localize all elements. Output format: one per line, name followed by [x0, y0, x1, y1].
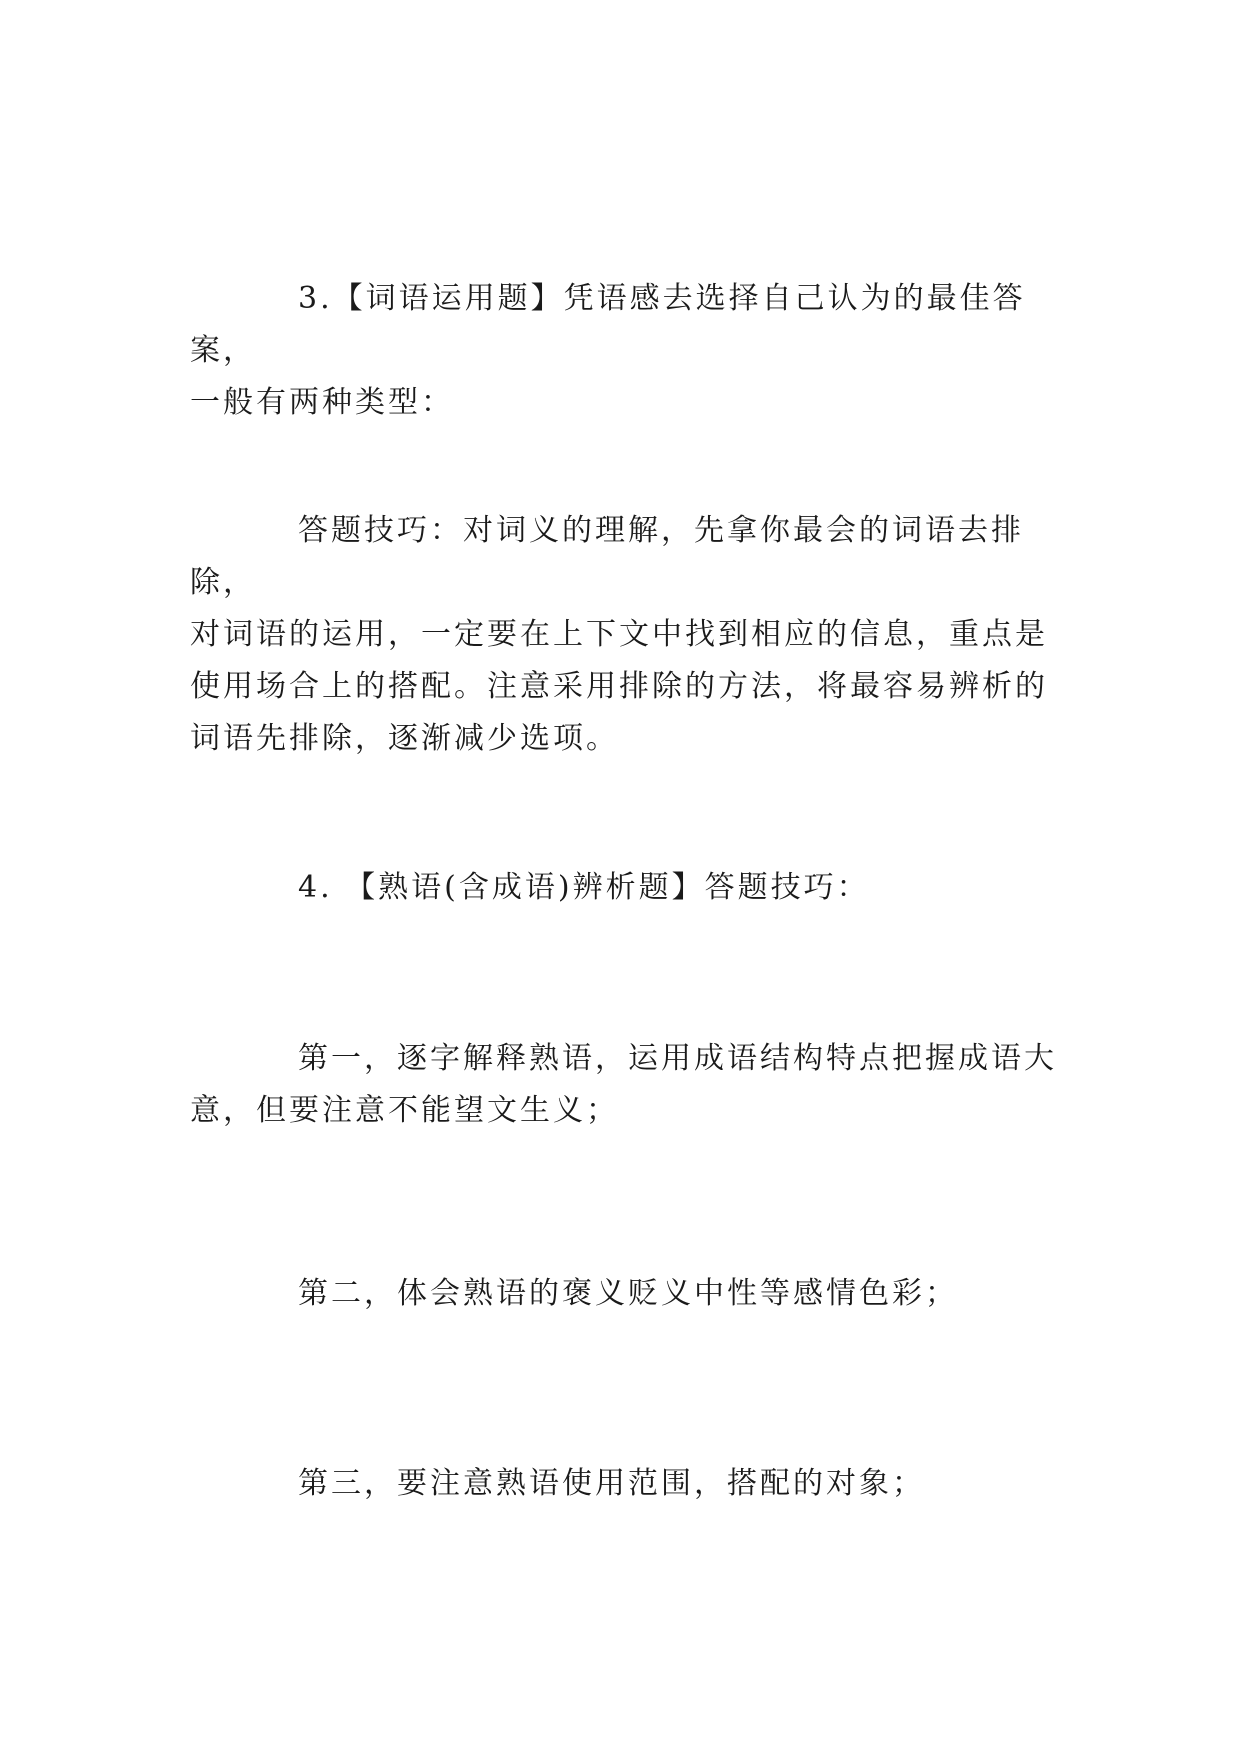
paragraph-idiom-question-heading — [190, 862, 1070, 914]
paragraph-line: 使用场合上的搭配。注意采用排除的方法，将最容易辨析的 — [190, 669, 1048, 704]
paragraph-line: 意，但要注意不能望文生义； — [190, 1093, 619, 1128]
paragraph-line: 词语先排除，逐渐减少选项。 — [190, 721, 619, 756]
paragraph-line: 对词语的运用，一定要在上下文中找到相应的信息，重点是 — [190, 617, 1048, 652]
paragraph-line: 第二，体会熟语的褒义贬义中性等感情色彩； — [298, 1276, 958, 1311]
paragraph-answer-technique — [190, 505, 1070, 765]
paragraph-line: 第三，要注意熟语使用范围，搭配的对象； — [298, 1466, 925, 1501]
paragraph-first-point — [190, 1033, 1070, 1137]
paragraph-line: 一般有两种类型： — [190, 385, 454, 420]
paragraph-second-point — [190, 1268, 1070, 1320]
paragraph-line: 第一，逐字解释熟语，运用成语结构特点把握成语大 — [298, 1041, 1057, 1076]
paragraph-line: 答题技巧：对词义的理解，先拿你最会的词语去排除， — [190, 513, 1024, 600]
paragraph-line: 4. 【熟语(含成语)辨析题】答题技巧： — [298, 870, 870, 905]
paragraph-third-point — [190, 1458, 1070, 1510]
paragraph-word-usage-question — [190, 273, 1090, 429]
paragraph-line: 3.【词语运用题】凭语感去选择自己认为的最佳答案， — [190, 281, 1026, 368]
